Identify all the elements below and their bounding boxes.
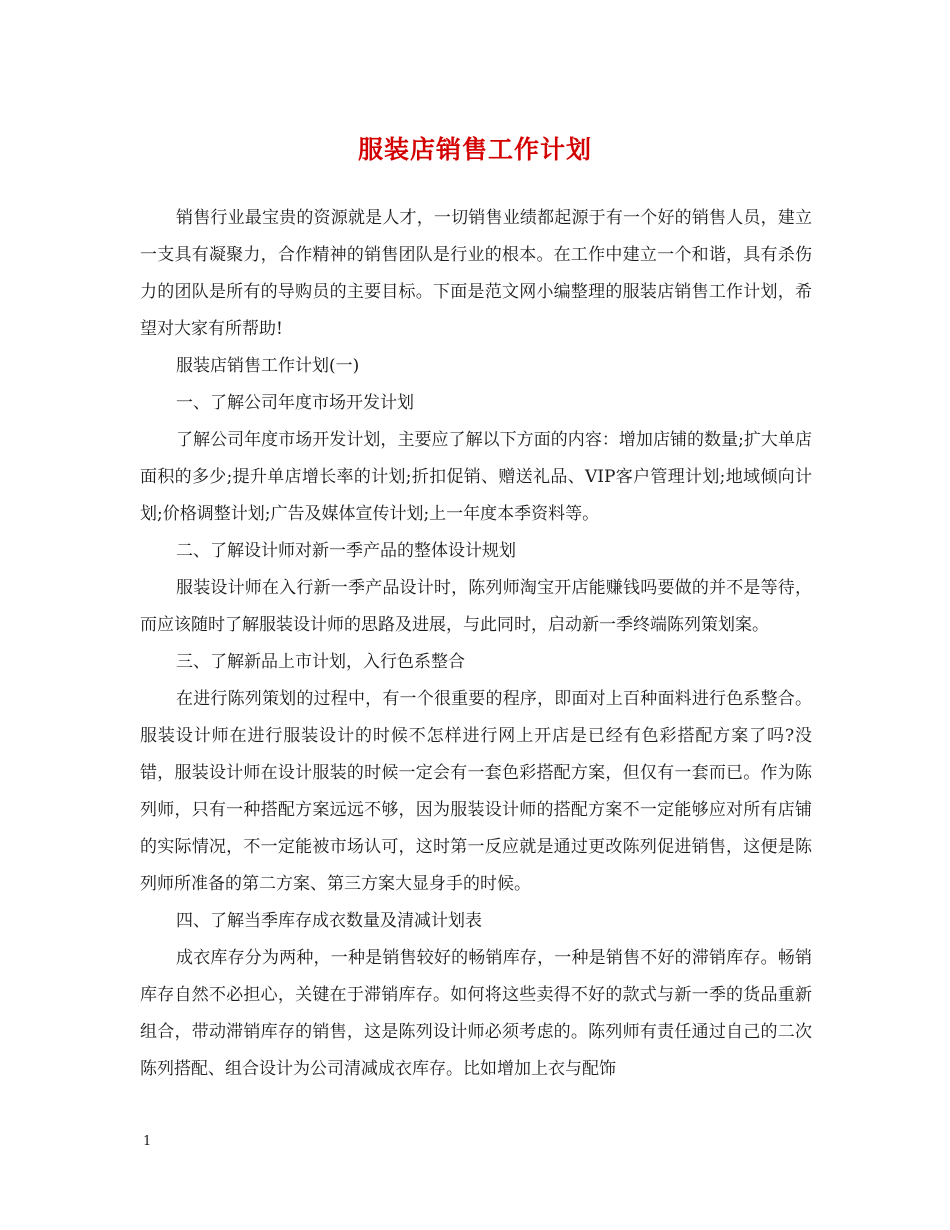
section-heading-2: 二、了解设计师对新一季产品的整体设计规划 bbox=[176, 541, 516, 561]
paragraph-3: 在进行陈列策划的过程中，有一个很重要的程序，即面对上百种面料进行色系整合。服装设计师在进行服装设计的时候不怎样进行网上开店是已经有色彩搭配方案了吗?没错，服装设计师在设计服装的时候一定会有一套色彩搭配方案，但仅有一套而已。作为陈列师，只有一种搭配方案远远不够，因为服装设计师的搭配方案不一定能够应对所有店铺的实际情况，不一定能被市场认可，这时第一反应就是通过更改陈列促进销售，这便是陈列师所准备的第二方案、第三方案大显身手的时候。 bbox=[140, 689, 812, 894]
section-heading-4: 四、了解当季库存成衣数量及清减计划表 bbox=[176, 911, 482, 931]
paragraph-intro: 销售行业最宝贵的资源就是人才，一切销售业绩都起源于有一个好的销售人员，建立一支具有凝聚力，合作精神的销售团队是行业的根本。在工作中建立一个和谐，具有杀伤力的团队是所有的导购员的主要目标。下面是范文网小编整理的服装店销售工作计划，希望对大家有所帮助! bbox=[140, 208, 812, 339]
paragraph-4: 成衣库存分为两种，一种是销售较好的畅销库存，一种是销售不好的滞销库存。畅销库存自然不必担心，关键在于滞销库存。如何将这些卖得不好的款式与新一季的货品重新组合，带动滞销库存的销售，这是陈列设计师必须考虑的。陈列师有责任通过自己的二次陈列搭配、组合设计为公司清减成衣库存。比如增加上衣与配饰 bbox=[140, 948, 812, 1079]
document-body bbox=[140, 200, 812, 1088]
section-heading-3: 三、了解新品上市计划，入行色系整合 bbox=[176, 652, 465, 672]
paragraph-2: 服装设计师在入行新一季产品设计时，陈列师淘宝开店能赚钱吗要做的并不是等待，而应该随时了解服装设计师的思路及进展，与此同时，启动新一季终端陈列策划案。 bbox=[140, 578, 812, 635]
page-number: 1 bbox=[143, 1134, 152, 1149]
paragraph-1: 了解公司年度市场开发计划，主要应了解以下方面的内容：增加店铺的数量;扩大单店面积的多少;提升单店增长率的计划;折扣促销、赠送礼品、VIP客户管理计划;地域倾向计划;价格调整计划;广告及媒体宣传计划;上一年度本季资料等。 bbox=[140, 430, 812, 524]
section-heading-1: 一、了解公司年度市场开发计划 bbox=[176, 393, 414, 413]
section-heading-plan-1: 服装店销售工作计划(一) bbox=[176, 356, 360, 376]
document-title: 服装店销售工作计划 bbox=[357, 135, 592, 164]
